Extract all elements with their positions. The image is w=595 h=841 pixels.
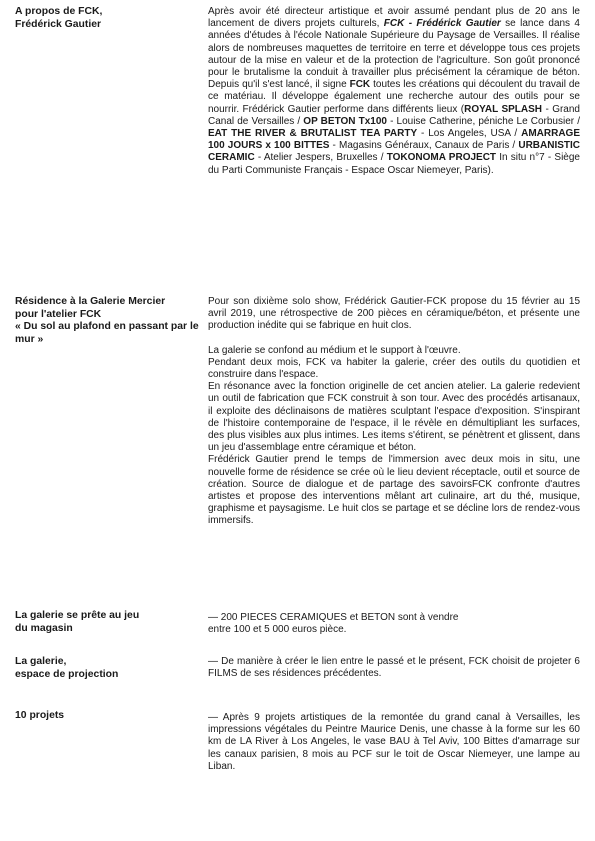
magasin-title-line1: La galerie se prête au jeu	[15, 610, 140, 621]
residence-paragraph-1: Pour son dixième solo show, Frédérick Gautier-FCK propose du 15 février au 15 avril 2019, une rétrospective de 200 pièces en céramique/béton, et présente une production inédite qui se fabrique en huit clos.	[208, 296, 580, 332]
about-text-2: se lance dans 4 années d'études à l'école Nationale Supérieure du Paysage de Versailles. Il réalise alors de nombreuses maquettes de territoire en terre et développe tous ces projets autour de la mise en valeur et de la protection de l'agriculture. Son goût prononcé pour le brutalisme la conduit à travailler plus précisément la céramique de béton. Depuis qu'il s'est lancé, il signe	[208, 18, 580, 91]
about-project-op-beton: OP BETON Tx100	[303, 115, 387, 127]
section-body-projection	[208, 656, 580, 680]
about-text-9: In situ n°7 - Siège du Parti Communiste Français - Espace Oscar Niemeyer, Paris).	[208, 152, 580, 176]
residence-paragraph-2: La galerie se confond au médium et le support à l'œuvre.	[208, 344, 461, 356]
section-body-projets	[208, 712, 580, 773]
about-text-7: - Magasins Généraux, Canaux de Paris /	[329, 140, 519, 152]
about-text-5: - Louise Catherine, péniche Le Corbusier /	[386, 115, 580, 127]
section-body-magasin	[208, 612, 580, 636]
projets-title-line1: 10 projets	[15, 710, 65, 721]
magasin-line-1: — 200 PIECES CERAMIQUES et BETON sont à vendre	[208, 612, 459, 623]
about-text-4: - Grand Canal de Versailles /	[208, 103, 580, 127]
about-paragraph	[208, 6, 580, 177]
section-title-magasin	[15, 610, 200, 635]
projection-title-line2: espace de projection	[15, 668, 119, 680]
section-body-residence	[208, 296, 580, 528]
about-project-amarrage: AMARRAGE 100 JOURS x 100 BITTES	[208, 128, 580, 152]
about-text-6: - Los Angeles, USA /	[417, 128, 522, 140]
magasin-line-2: entre 100 et 5 000 euros pièce.	[208, 624, 347, 636]
residence-paragraph-5: Frédérick Gautier prend le temps de l'immersion avec deux mois in situ, une nouvelle forme de résidence se crée où le lieu devient réceptacle, outil et source de création. Source de dialogue et de partage des savoirsFCK confronte d'autres artistes et propose des interventions mêlant art culinaire, art du thé, musique, graphisme et paysagisme. Le huit clos se partage et se décline lors de rendez-vous immersifs.	[208, 454, 580, 527]
about-text-3: toutes les créations qui découlent du travail de ce matériau. Il développe également une recherche autour des outils pour se nourrir. Frédérick Gautier performe dans différents lieux (	[208, 79, 580, 115]
residence-paragraph-3: Pendant deux mois, FCK va habiter la galerie, créer des outils du quotidien et construire dans l'espace.	[208, 356, 580, 381]
section-title-about	[15, 6, 200, 31]
about-title-line1: A propos de FCK,	[15, 6, 103, 17]
residence-paragraph-4: En résonance avec la fonction originelle de cet ancien atelier. La galerie redevient un outil de fabrication que FCK construit à son tour. Avec des procédés artisanaux, il exploite des déclinaisons de matières sculptant l'espace d'exposition. S'inspirant de l'histoire contemporaine de l'espace, il le révèle en démultipliant les surfaces, des plus visibles aux plus intimes. Les items s'étirent, se pénètrent et glissent, dans un jeu d'assemblage entre céramique et béton.	[208, 381, 580, 454]
section-body-about	[208, 6, 580, 177]
projection-text: — De manière à créer le lien entre le passé et le présent, FCK choisit de projeter 6 FILMS de ses résidences précédentes.	[208, 656, 580, 680]
about-fck-bold: FCK	[349, 79, 371, 91]
section-title-projets	[15, 710, 200, 723]
projets-text: — Après 9 projets artistiques de la remontée du grand canal à Versailles, les impressions végétales du Peintre Maurice Denis, une chasse à la forme sur les 60 km de LA River à Los Angeles, le vase BAU à Tel Aviv, 100 Bittes d'amarrage sur les canaux parisien, 8 mois au PCF sur le toit de Oscar Niemeyer, une lampe au Liban.	[208, 712, 580, 772]
section-title-projection	[15, 656, 200, 681]
about-project-eat-the-river: EAT THE RIVER & BRUTALIST TEA PARTY	[208, 128, 418, 140]
magasin-title-line2: du magasin	[15, 622, 73, 634]
residence-title-line3: « Du sol au plafond en passant par le mur »	[15, 321, 199, 345]
section-title-residence	[15, 296, 200, 346]
about-text-8: - Atelier Jespers, Bruxelles /	[254, 152, 387, 164]
residence-title-line1: Résidence à la Galerie Mercier	[15, 296, 166, 307]
about-fck-name: FCK - Frédérick Gautier	[383, 18, 501, 30]
about-text-1: Après avoir été directeur artistique et avoir assumé pendant plus de 20 ans le lancement de divers projets culturels,	[208, 6, 580, 30]
about-project-urbanistic: URBANISTIC CERAMIC	[208, 140, 581, 164]
about-project-royal-splash: ROYAL SPLASH	[464, 103, 543, 115]
residence-title-line2: pour l'atelier FCK	[15, 308, 102, 320]
projection-title-line1: La galerie,	[15, 656, 67, 667]
about-project-tokonoma: TOKONOMA PROJECT	[386, 152, 497, 164]
about-title-line2: Frédérick Gautier	[15, 18, 102, 30]
